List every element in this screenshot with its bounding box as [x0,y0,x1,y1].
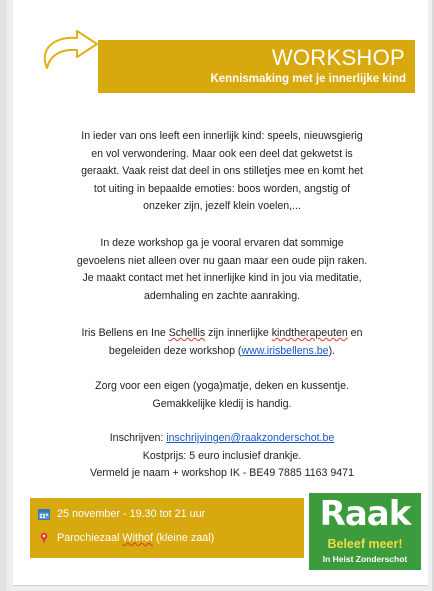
website-link[interactable]: www.irisbellens.be [241,344,329,357]
logo-wordmark: Raak [319,494,411,534]
document-page [13,0,428,586]
spellcheck-word: kindtherapeuten [271,327,348,339]
text-line: Inschrijven: inschrijvingen@raakzonderschot.be [109,432,335,444]
text-line: geraakt. Vaak reist dat deel in ons stilletjes mee en komt het [81,165,363,177]
page-title: WORKSHOP [271,45,405,70]
materials-paragraph [35,378,409,413]
email-link[interactable]: inschrijvingen@raakzonderschot.be [166,432,335,444]
facilitators-paragraph [35,325,409,360]
text-line: Je maakt contact met het innerlijke kind in jou via meditatie, [82,272,362,284]
text-line: Gemakkelijke kledij is handig. [152,397,292,410]
text-line: In deze workshop ga je vooral ervaren dat sommige [100,237,344,249]
text-line: begeleiden deze workshop (www.irisbellens.be). [108,344,336,357]
text-line: Iris Bellens en Ine Schellis zijn innerlijke kindtherapeuten en [81,327,363,339]
curved-arrow-icon [35,28,105,78]
logo-tagline: Beleef meer! [327,537,403,551]
event-location-text: Parochiezaal Withof (kleine zaal) [57,532,215,544]
text-line: In ieder van ons leeft een innerlijk kind: speels, nieuwsgierig [81,130,363,142]
calendar-icon [38,508,50,520]
event-location [38,532,214,544]
spellcheck-word: Schellis [168,327,206,339]
text-line: onzeker zijn, jezelf klein voelen,... [143,200,301,212]
text-line: ademhaling en zachte aanraking. [143,289,301,302]
registration-paragraph [35,430,409,483]
text-line: Kostprijs: 5 euro inclusief drankje. [142,449,302,462]
raak-logo [309,493,421,570]
text-line: Vermeld je naam + workshop IK - BE49 7885 1163 9471 [90,467,354,479]
event-details-banner [30,498,304,558]
text-line: Zorg voor een eigen (yoga)matje, deken en kussentje. [95,380,349,392]
map-pin-icon [38,532,50,544]
viewer-left-margin [0,0,7,591]
page-subtitle: Kennismaking met je innerlijke kind [210,73,406,85]
logo-location: In Heist Zonderschot [322,554,408,564]
intro-paragraph [35,128,409,216]
text-line: en vol verwondering. Maar ook een deel dat gekwetst is [91,147,353,160]
spellcheck-word: Withof [122,532,154,544]
text-line: tot uiting in bepaalde emoties: boos worden, angstig of [93,182,351,195]
event-date-text: 25 november - 19.30 tot 21 uur [57,508,206,520]
text-line: gevoelens niet alleen over nu gaan maar een oude pijn raken. [76,254,368,267]
event-date [38,508,205,520]
workshop-paragraph [35,235,409,305]
header-banner [98,40,415,93]
